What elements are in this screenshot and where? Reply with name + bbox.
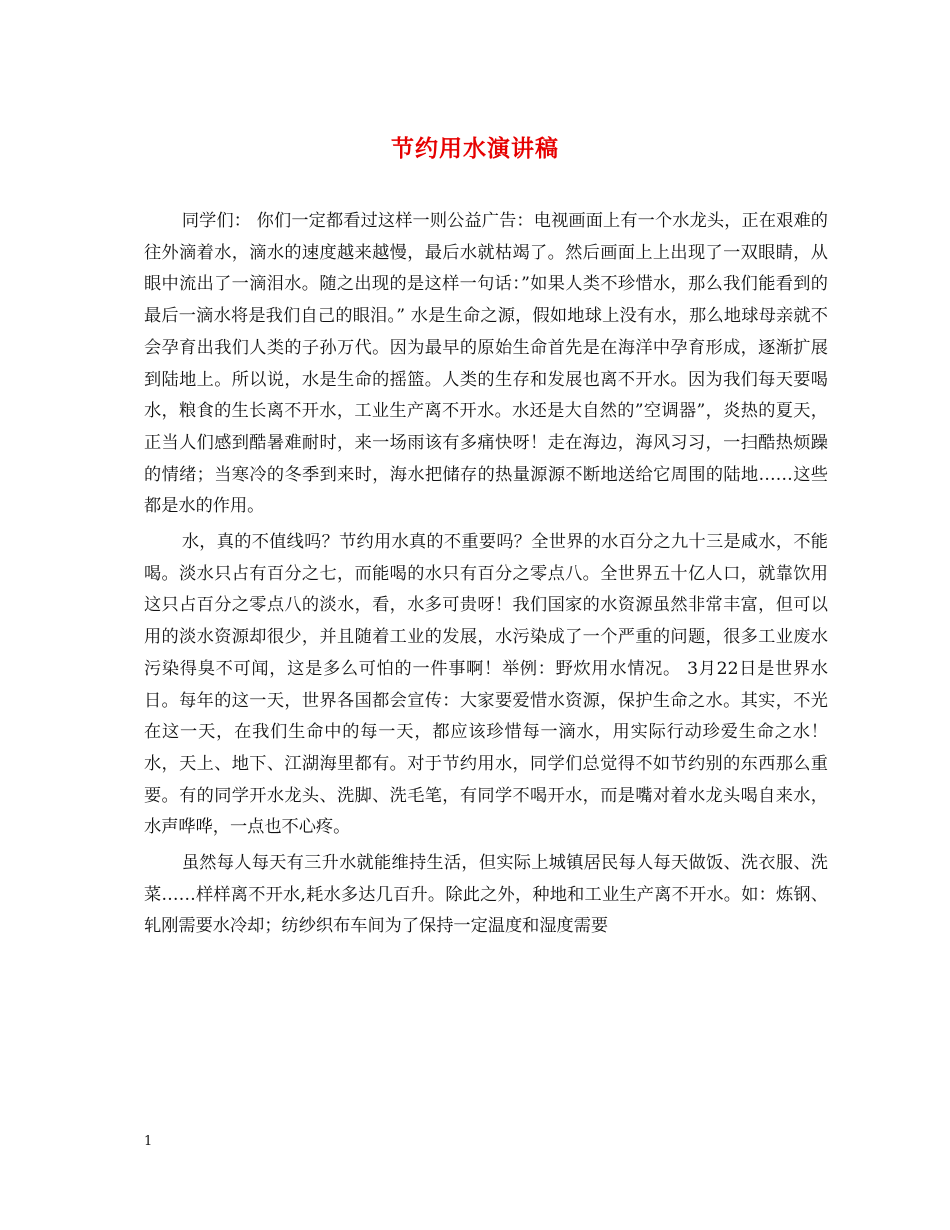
paragraph-2: 水，真的不值线吗？节约用水真的不重要吗？全世界的水百分之九十三是咸水，不能喝。淡水只占有百分之七，而能喝的水只有百分之零点八。全世界五十亿人口，就靠饮用这只占百分之零点八的淡水，看，水多可贵呀！我们国家的水资源虽然非常丰富，但可以用的淡水资源却很少，并且随着工业的发展，水污染成了一个严重的问题，很多工业废水污染得臭不可闻，这是多么可怕的一件事啊！举例：野炊用水情况。 3月22日是世界水日。每年的这一天，世界各国都会宣传：大家要爱惜水资源，保护生命之水。其实，不光在这一天，在我们生命中的每一天，都应该珍惜每一滴水，用实际行动珍爱生命之水！ 水，天上、地下、江湖海里都有。对于节约用水，同学们总觉得不如节约别的东西那么重要。有的同学开水龙头、洗脚、洗毛笔，有同学不喝开水，而是嘴对着水龙头喝自来水，水声哗哗，一点也不心疼。 xyxy=(144,532,828,838)
paragraph-1: 同学们： 你们一定都看过这样一则公益广告：电视画面上有一个水龙头，正在艰难的往外滴着水，滴水的速度越来越慢，最后水就枯竭了。然后画面上上出现了一双眼睛，从眼中流出了一滴泪水。随之出现的是这样一句话：”如果人类不珍惜水，那么我们能看到的最后一滴水将是我们自己的眼泪。” 水是生命之源，假如地球上没有水，那么地球母亲就不会孕育出我们人类的子孙万代。因为最早的原始生命首先是在海洋中孕育形成，逐渐扩展到陆地上。所以说，水是生命的摇篮。人类的生存和发展也离不开水。因为我们每天要喝水，粮食的生长离不开水，工业生产离不开水。水还是大自然的”空调器”，炎热的夏天，正当人们感到酷暑难耐时，来一场雨该有多痛快呀！走在海边，海风习习，一扫酷热烦躁的情绪；当寒冷的冬季到来时，海水把储存的热量源源不断地送给它周围的陆地……这些都是水的作用。 xyxy=(144,211,828,517)
paragraph-3: 虽然每人每天有三升水就能维持生活，但实际上城镇居民每人每天做饭、洗衣服、洗菜……样样离不开水,耗水多达几百升。除此之外，种地和工业生产离不开水。如：炼钢、轧刚需要水冷却；纺纱织布车间为了保持一定温度和湿度需要 xyxy=(144,853,828,937)
document-body xyxy=(144,206,828,947)
page-number: 1 xyxy=(144,1134,153,1149)
document-title: 节约用水演讲稿 xyxy=(391,135,559,162)
